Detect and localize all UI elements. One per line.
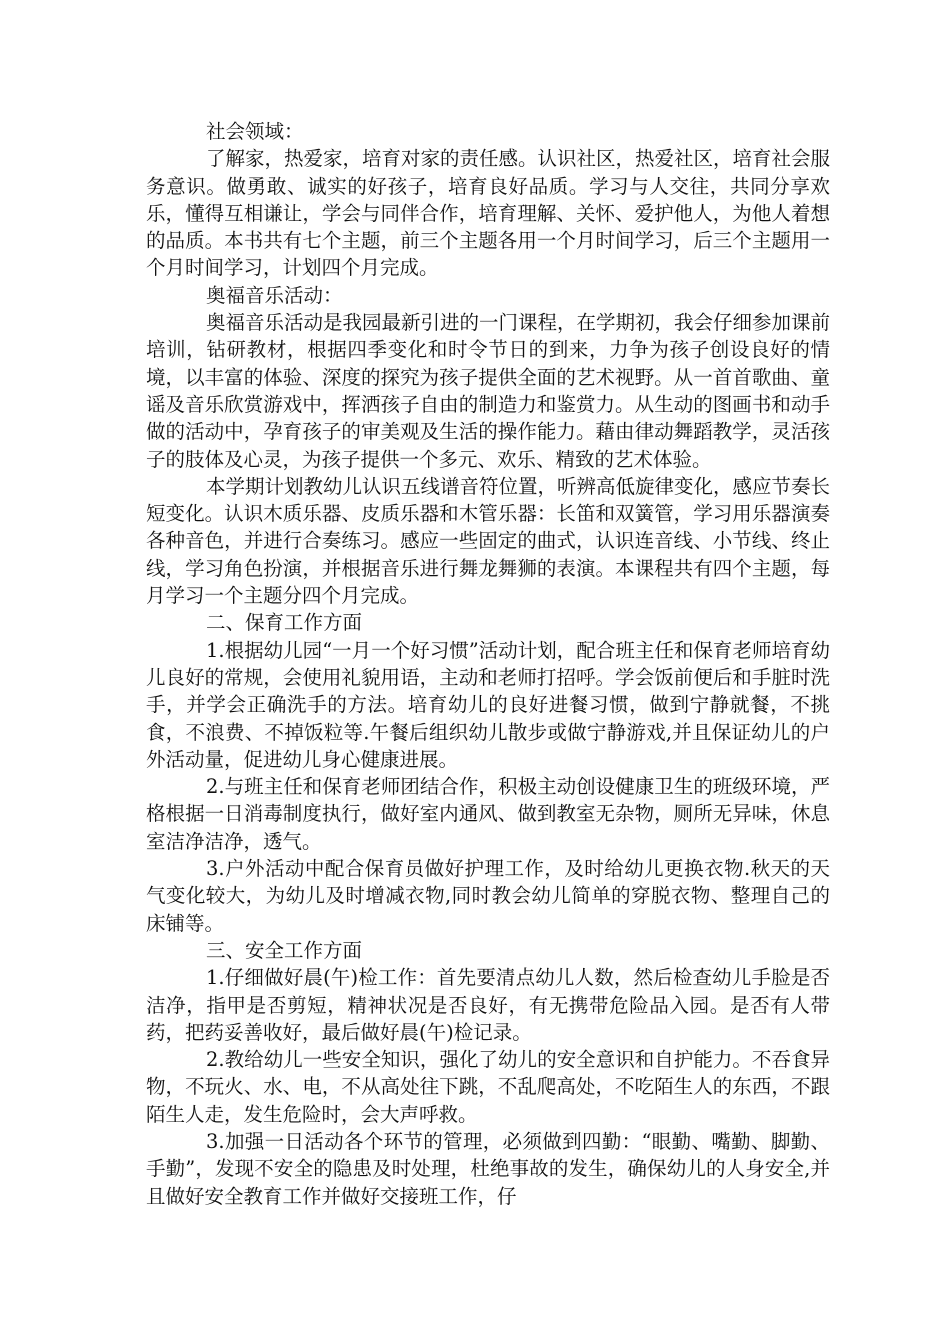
paragraph-safety-2: 2.教给幼儿一些安全知识，强化了幼儿的安全意识和自护能力。不吞食异物，不玩火、水、电，不从高处往下跳，不乱爬高处，不吃陌生人的东西，不跟陌生人走，发生危险时，会大声呼救。 [146,1048,830,1126]
paragraph-orff-plan: 本学期计划教幼儿认识五线谱音符位置，听辨高低旋律变化，感应节奏长短变化。认识木质乐器、皮质乐器和木管乐器：长笛和双簧管，学习用乐器演奏各种音色，并进行合奏练习。感应一些固定的曲式，认识连音线、小节线、终止线，学习角色扮演，并根据音乐进行舞龙舞狮的表演。本课程共有四个主题，每月学习一个主题分四个月完成。 [146,474,831,608]
section-heading-care-work: 二、保育工作方面 [206,611,363,635]
section-heading-orff-music: 奥福音乐活动： [206,283,343,307]
paragraph-safety-1: 1.仔细做好晨(午)检工作：首先要清点幼儿人数，然后检查幼儿手脸是否洁净，指甲是否剪短，精神状况是否良好，有无携带危险品入园。是否有人带药，把药妥善收好，最后做好晨(午)检记录。 [146,966,830,1044]
document-page [146,118,830,1210]
paragraph-social: 了解家，热爱家，培育对家的责任感。认识社区，热爱社区，培育社会服务意识。做勇敢、诚实的好孩子，培育良好品质。学习与人交往，共同分享欢乐，懂得互相谦让，学会与同伴合作，培育理解、关怀、爱护他人，为他人着想的品质。本书共有七个主题，前三个主题各用一个月时间学习，后三个主题用一个月时间学习，计划四个月完成。 [146,147,831,280]
section-heading-social: 社会领域： [206,120,304,143]
paragraph-care-2: 2.与班主任和保育老师团结合作，积极主动创设健康卫生的班级环境，严格根据一日消毒制度执行，做好室内通风、做到教室无杂物，厕所无异味，休息室洁净洁净，透气。 [146,775,830,853]
paragraph-care-3: 3.户外活动中配合保育员做好护理工作，及时给幼儿更换衣物.秋天的天气变化较大，为幼儿及时增减衣物,同时教会幼儿简单的穿脱衣物、整理自己的床铺等。 [146,857,830,935]
paragraph-care-1: 1.根据幼儿园“一月一个好习惯”活动计划，配合班主任和保育老师培育幼儿良好的常规，会使用礼貌用语，主动和老师打招呼。学会饭前便后和手脏时洗手，并学会正确洗手的方法。培育幼儿的良好进餐习惯，做到宁静就餐，不挑食，不浪费、不掉饭粒等.午餐后组织幼儿散步或做宁静游戏,并且保证幼儿的户外活动量，促进幼儿身心健康进展。 [146,638,830,771]
paragraph-orff-intro: 奥福音乐活动是我园最新引进的一门课程，在学期初，我会仔细参加课前培训，钻研教材，根据四季变化和时令节日的到来，力争为孩子创设良好的情境，以丰富的体验、深度的探究为孩子提供全面的艺术视野。从一首首歌曲、童谣及音乐欣赏游戏中，挥洒孩子自由的制造力和鉴赏力。从生动的图画书和动手做的活动中，孕育孩子的审美观及生活的操作能力。藉由律动舞蹈教学，灵活孩子的肢体及心灵，为孩子提供一个多元、欢乐、精致的艺术体验。 [146,311,831,471]
paragraph-safety-3: 3.加强一日活动各个环节的管理，必须做到四勤：“眼勤、嘴勤、脚勤、手勤”，发现不安全的隐患及时处理，杜绝事故的发生，确保幼儿的人身安全,并且做好安全教育工作并做好交接班工作，仔 [146,1129,830,1208]
section-heading-safety-work: 三、安全工作方面 [206,938,363,962]
